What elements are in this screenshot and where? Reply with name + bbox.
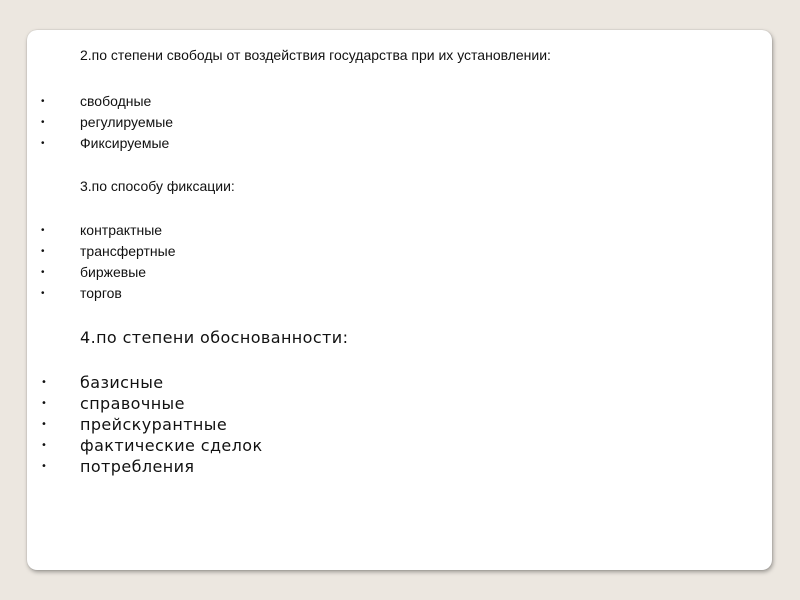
- list-item: [27, 435, 772, 456]
- list-item-label: справочные: [80, 394, 185, 413]
- list-item: [27, 456, 772, 477]
- list-item-label: базисные: [80, 373, 164, 392]
- bullet-icon: •: [41, 225, 45, 236]
- list-item-label: трансфертные: [80, 243, 176, 259]
- bullet-icon: •: [41, 138, 45, 149]
- bullet-icon: •: [41, 419, 47, 430]
- list-item: [27, 241, 772, 262]
- bullet-list: [27, 372, 772, 477]
- bullet-icon: •: [41, 377, 47, 388]
- bullet-icon: •: [41, 96, 45, 107]
- list-item: [27, 112, 772, 133]
- bullet-icon: •: [41, 398, 47, 409]
- list-item: [27, 393, 772, 414]
- list-item-label: свободные: [80, 93, 152, 109]
- list-item-label: регулируемые: [80, 114, 174, 130]
- list-item: [27, 283, 772, 304]
- bullet-list: [27, 220, 772, 304]
- list-item-label: прейскурантные: [80, 415, 228, 434]
- list-item-label: Фиксируемые: [80, 135, 170, 151]
- section-heading: 3.по способу фиксации:: [80, 178, 235, 194]
- bullet-icon: •: [41, 117, 45, 128]
- list-item: [27, 414, 772, 435]
- bullet-icon: •: [41, 440, 47, 451]
- section-heading: 2.по степени свободы от воздействия государства при их установлении:: [80, 47, 551, 63]
- list-item: [27, 91, 772, 112]
- list-item-label: торгов: [80, 285, 122, 301]
- list-item: [27, 372, 772, 393]
- bullet-icon: •: [41, 461, 47, 472]
- slide-card: [27, 30, 772, 570]
- list-item-label: биржевые: [80, 264, 147, 280]
- bullet-icon: •: [41, 288, 45, 299]
- bullet-icon: •: [41, 246, 45, 257]
- list-item-label: контрактные: [80, 222, 163, 238]
- list-item: [27, 133, 772, 154]
- list-item-label: потребления: [80, 457, 195, 476]
- bullet-icon: •: [41, 267, 45, 278]
- section-heading: 4.по степени обоснованности:: [80, 328, 349, 347]
- list-item-label: фактические сделок: [80, 436, 263, 455]
- list-item: [27, 262, 772, 283]
- bullet-list: [27, 91, 772, 154]
- list-item: [27, 220, 772, 241]
